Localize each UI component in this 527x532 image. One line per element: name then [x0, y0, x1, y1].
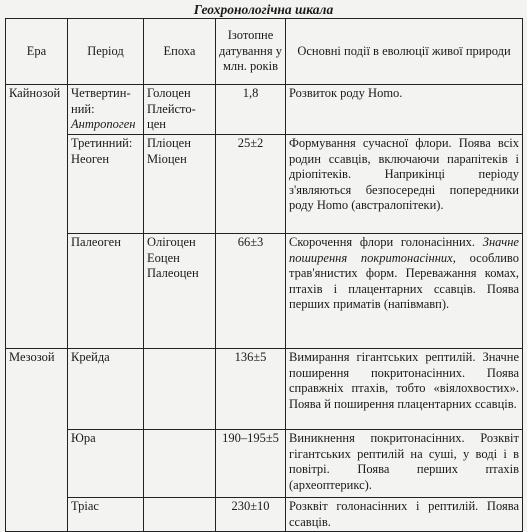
period-cell: [68, 85, 144, 135]
header-era: Ера: [6, 19, 68, 85]
table-row: [6, 349, 523, 430]
dating-cell: 190–195±5: [216, 430, 286, 498]
period-cell: Палеоген: [68, 234, 144, 349]
header-dating: Ізотопне датування у млн. років: [216, 19, 286, 85]
events-cell: Формування сучасної флори. Поява всіх родин ссавців, включаючи парапітеків і дріопітеків. Наприкінці періоду з'являються безпосередні попередники роду Homo (австралопітеки).: [286, 135, 523, 234]
header-period: Період: [68, 19, 144, 85]
epoch-cell: [144, 498, 216, 532]
period-name: Четвертин-ний:: [71, 86, 131, 116]
period-cell: Тріас: [68, 498, 144, 532]
table-row: [6, 498, 523, 532]
era-cell: Кайнозой: [6, 85, 68, 349]
table-row: [6, 430, 523, 498]
dating-cell: 25±2: [216, 135, 286, 234]
period-alt-name: Антропоген: [71, 117, 136, 132]
header-epoch: Епоха: [144, 19, 216, 85]
events-cell: Виникнення покритонасінних. Розквіт гігантських рептилій на суші, у воді і в повітрі. Поява перших птахів (археоптерикс).: [286, 430, 523, 498]
epoch-name: Голоцен: [147, 86, 191, 100]
geochronological-table: [5, 18, 523, 532]
epoch-cell: [144, 349, 216, 430]
epoch-cell: [144, 135, 216, 234]
period-cell: Крейда: [68, 349, 144, 430]
period-cell: Третинний: Неоген: [68, 135, 144, 234]
dating-cell: 66±3: [216, 234, 286, 349]
header-events: Основні події в еволюції живої природи: [286, 19, 523, 85]
epoch-name: Плейсто-цен: [147, 101, 196, 132]
table-row: [6, 85, 523, 135]
epoch-name: Пліоцен: [147, 136, 191, 150]
events-cell: Розвиток роду Homo.: [286, 85, 523, 135]
epoch-cell: [144, 430, 216, 498]
era-cell: Мезозой: [6, 349, 68, 532]
epoch-name: Олігоцен: [147, 235, 196, 249]
events-cell: Вимирання гігантських рептилій. Значне поширення покритонасінних. Поява справжніх птахів, тобто «віялохвостих». Поява й поширення плацентарних ссавців.: [286, 349, 523, 430]
table-row: [6, 135, 523, 234]
events-rest: особливо трав'янистих форм. Переважання комах, птахів і плацентарних ссавців. Поява перших приматів (напівмавп).: [289, 250, 519, 312]
table-row: [6, 234, 523, 349]
table-title: Геохронологічна шкала: [193, 2, 334, 17]
header-row: [6, 19, 523, 85]
events-italic: Значне поширення покритонасінних,: [289, 235, 519, 265]
dating-cell: 136±5: [216, 349, 286, 430]
epoch-name: Еоцен: [147, 250, 180, 265]
events-cell: [286, 234, 523, 349]
period-cell: Юра: [68, 430, 144, 498]
epoch-name: Міоцен: [147, 151, 187, 166]
dating-cell: 230±10: [216, 498, 286, 532]
epoch-name: Палеоцен: [147, 266, 199, 281]
dating-cell: 1,8: [216, 85, 286, 135]
events-cell: Розквіт голонасінних і рептилій. Поява ссавців.: [286, 498, 523, 532]
epoch-cell: [144, 234, 216, 349]
events-lead: Скорочення флори голонасінних.: [289, 235, 476, 249]
epoch-cell: [144, 85, 216, 135]
